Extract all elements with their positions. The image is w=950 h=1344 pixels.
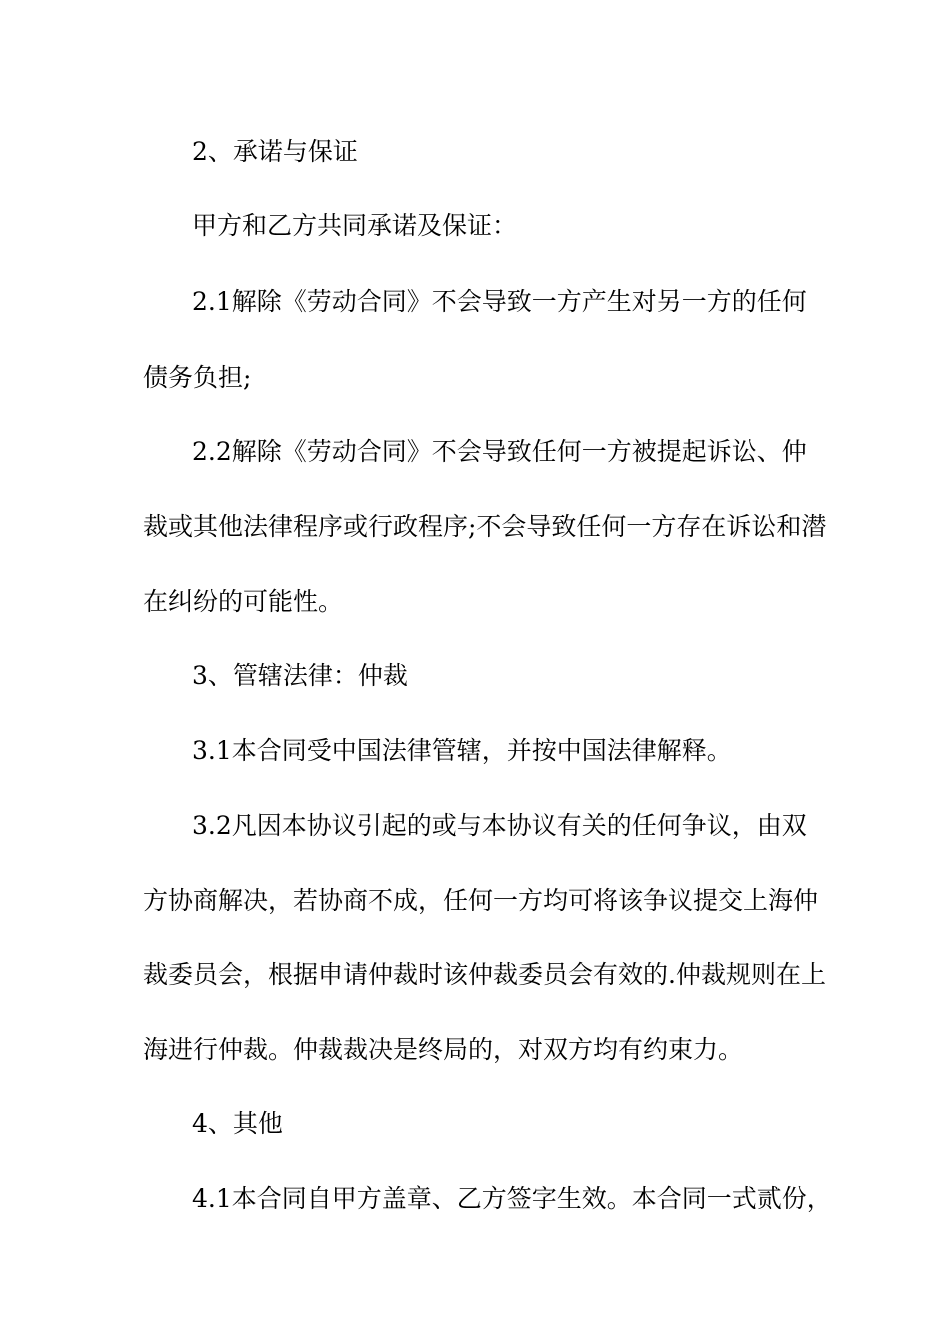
heading-other: 4、其他 bbox=[192, 1109, 283, 1138]
paragraph-line: 方协商解决，若协商不成，任何一方均可将该争议提交上海仲 bbox=[143, 886, 819, 915]
paragraph-line: 裁或其他法律程序或行政程序;不会导致任何一方存在诉讼和潜 bbox=[143, 512, 827, 541]
heading-governing-law: 3、管辖法律：仲裁 bbox=[192, 661, 408, 690]
paragraph-line: 海进行仲裁。仲裁裁决是终局的，对双方均有约束力。 bbox=[143, 1035, 744, 1064]
paragraph-line: 2.1解除《劳动合同》不会导致一方产生对另一方的任何 bbox=[192, 287, 807, 316]
paragraph-line: 甲方和乙方共同承诺及保证： bbox=[192, 211, 518, 240]
heading-commitments: 2、承诺与保证 bbox=[192, 137, 358, 166]
paragraph-line: 债务负担; bbox=[143, 363, 252, 392]
paragraph-line: 裁委员会，根据申请仲裁时该仲裁委员会有效的.仲裁规则在上 bbox=[143, 960, 826, 989]
paragraph-line: 4.1本合同自甲方盖章、乙方签字生效。本合同一式贰份， bbox=[192, 1184, 832, 1213]
paragraph-line: 在纠纷的可能性。 bbox=[143, 587, 344, 616]
paragraph-line: 3.1本合同受中国法律管辖，并按中国法律解释。 bbox=[192, 736, 732, 765]
paragraph-line: 3.2凡因本协议引起的或与本协议有关的任何争议，由双 bbox=[192, 811, 807, 840]
paragraph-line: 2.2解除《劳动合同》不会导致任何一方被提起诉讼、仲 bbox=[192, 437, 807, 466]
